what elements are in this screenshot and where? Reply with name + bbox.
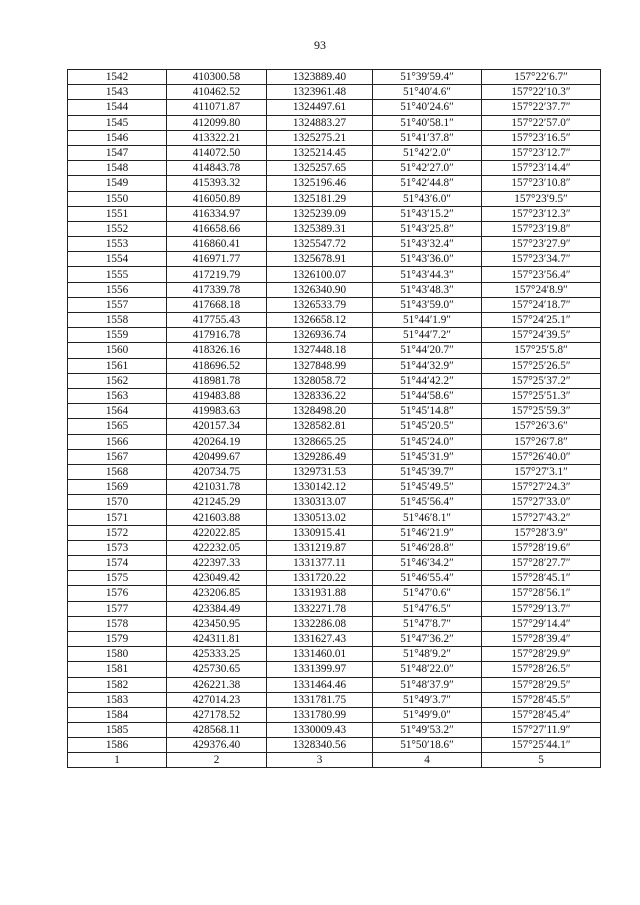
point-number-cell: 1554	[68, 252, 167, 267]
y-coordinate-cell: 1329731.53	[267, 464, 373, 479]
point-number-cell: 1581	[68, 662, 167, 677]
latitude-cell: 51°45′14.8″	[373, 404, 482, 419]
latitude-cell: 51°46′28.8″	[373, 540, 482, 555]
longitude-cell: 157°22′6.7″	[482, 70, 601, 85]
table-row	[68, 115, 601, 130]
table-row	[68, 738, 601, 753]
page-number: 93	[314, 38, 326, 52]
y-coordinate-cell: 1329286.49	[267, 449, 373, 464]
x-coordinate-cell: 423049.42	[167, 571, 267, 586]
latitude-cell: 51°42′27.0″	[373, 161, 482, 176]
x-coordinate-cell: 422232.05	[167, 540, 267, 555]
y-coordinate-cell: 1325389.31	[267, 221, 373, 236]
x-coordinate-cell: 422397.33	[167, 556, 267, 571]
table-row	[68, 70, 601, 85]
latitude-cell: 51°45′20.5″	[373, 419, 482, 434]
y-coordinate-cell: 1331460.01	[267, 647, 373, 662]
table-row	[68, 631, 601, 646]
point-number-cell: 1557	[68, 297, 167, 312]
x-coordinate-cell: 411071.87	[167, 100, 267, 115]
table-row	[68, 556, 601, 571]
table-row	[68, 206, 601, 221]
y-coordinate-cell: 1332286.08	[267, 616, 373, 631]
point-number-cell: 1562	[68, 373, 167, 388]
longitude-cell: 157°23′9.5″	[482, 191, 601, 206]
latitude-cell: 51°49′9.0″	[373, 707, 482, 722]
point-number-cell: 1578	[68, 616, 167, 631]
x-coordinate-cell: 417219.79	[167, 267, 267, 282]
y-coordinate-cell: 1330513.02	[267, 510, 373, 525]
x-coordinate-cell: 427014.23	[167, 692, 267, 707]
y-coordinate-cell: 1325239.09	[267, 206, 373, 221]
table-row	[68, 252, 601, 267]
y-coordinate-cell: 1327848.99	[267, 358, 373, 373]
latitude-cell: 51°44′7.2″	[373, 328, 482, 343]
longitude-cell: 157°24′8.9″	[482, 282, 601, 297]
table-row	[68, 601, 601, 616]
latitude-cell: 51°40′24.6″	[373, 100, 482, 115]
y-coordinate-cell: 1324883.27	[267, 115, 373, 130]
table-row	[68, 267, 601, 282]
longitude-cell: 157°28′45.4″	[482, 707, 601, 722]
x-coordinate-cell: 425333.25	[167, 647, 267, 662]
x-coordinate-cell: 420734.75	[167, 464, 267, 479]
latitude-cell: 51°47′6.5″	[373, 601, 482, 616]
latitude-cell: 51°43′25.8″	[373, 221, 482, 236]
table-row	[68, 662, 601, 677]
latitude-cell: 51°39′59.4″	[373, 70, 482, 85]
x-coordinate-cell: 417339.78	[167, 282, 267, 297]
longitude-cell: 157°28′45.5″	[482, 692, 601, 707]
table-row	[68, 677, 601, 692]
longitude-cell: 157°28′29.5″	[482, 677, 601, 692]
longitude-cell: 157°28′39.4″	[482, 631, 601, 646]
point-number-cell: 1558	[68, 313, 167, 328]
column-number-4: 4	[373, 753, 482, 768]
x-coordinate-cell: 424311.81	[167, 631, 267, 646]
longitude-cell: 157°23′14.4″	[482, 161, 601, 176]
latitude-cell: 51°40′58.1″	[373, 115, 482, 130]
longitude-cell: 157°27′43.2″	[482, 510, 601, 525]
table-row	[68, 191, 601, 206]
table-row	[68, 313, 601, 328]
point-number-cell: 1575	[68, 571, 167, 586]
x-coordinate-cell: 414072.50	[167, 145, 267, 160]
x-coordinate-cell: 418696.52	[167, 358, 267, 373]
x-coordinate-cell: 421603.88	[167, 510, 267, 525]
latitude-cell: 51°43′59.0″	[373, 297, 482, 312]
x-coordinate-cell: 410300.58	[167, 70, 267, 85]
point-number-cell: 1572	[68, 525, 167, 540]
y-coordinate-cell: 1325678.91	[267, 252, 373, 267]
table-row	[68, 373, 601, 388]
table-row	[68, 358, 601, 373]
longitude-cell: 157°22′37.7″	[482, 100, 601, 115]
table-row	[68, 221, 601, 236]
y-coordinate-cell: 1325181.29	[267, 191, 373, 206]
table-row	[68, 161, 601, 176]
column-number-5: 5	[482, 753, 601, 768]
latitude-cell: 51°45′31.9″	[373, 449, 482, 464]
latitude-cell: 51°42′2.0″	[373, 145, 482, 160]
x-coordinate-cell: 420157.34	[167, 419, 267, 434]
table-row	[68, 571, 601, 586]
y-coordinate-cell: 1325214.45	[267, 145, 373, 160]
longitude-cell: 157°28′45.1″	[482, 571, 601, 586]
longitude-cell: 157°29′14.4″	[482, 616, 601, 631]
point-number-cell: 1556	[68, 282, 167, 297]
longitude-cell: 157°25′44.1″	[482, 738, 601, 753]
coordinates-table-body	[68, 70, 601, 753]
latitude-cell: 51°44′42.2″	[373, 373, 482, 388]
x-coordinate-cell: 417916.78	[167, 328, 267, 343]
x-coordinate-cell: 419483.88	[167, 388, 267, 403]
table-row	[68, 692, 601, 707]
table-row	[68, 85, 601, 100]
column-number-1: 1	[68, 753, 167, 768]
latitude-cell: 51°46′55.4″	[373, 571, 482, 586]
latitude-cell: 51°41′37.8″	[373, 130, 482, 145]
x-coordinate-cell: 421031.78	[167, 480, 267, 495]
longitude-cell: 157°27′11.9″	[482, 723, 601, 738]
y-coordinate-cell: 1331780.99	[267, 707, 373, 722]
latitude-cell: 51°46′8.1″	[373, 510, 482, 525]
y-coordinate-cell: 1326936.74	[267, 328, 373, 343]
longitude-cell: 157°28′3.9″	[482, 525, 601, 540]
latitude-cell: 51°43′15.2″	[373, 206, 482, 221]
table-row	[68, 237, 601, 252]
x-coordinate-cell: 416971.77	[167, 252, 267, 267]
latitude-cell: 51°46′21.9″	[373, 525, 482, 540]
y-coordinate-cell: 1326533.79	[267, 297, 373, 312]
latitude-cell: 51°48′37.9″	[373, 677, 482, 692]
point-number-cell: 1548	[68, 161, 167, 176]
latitude-cell: 51°44′32.9″	[373, 358, 482, 373]
latitude-cell: 51°43′48.3″	[373, 282, 482, 297]
y-coordinate-cell: 1328058.72	[267, 373, 373, 388]
table-row	[68, 464, 601, 479]
point-number-cell: 1577	[68, 601, 167, 616]
x-coordinate-cell: 420499.67	[167, 449, 267, 464]
point-number-cell: 1552	[68, 221, 167, 236]
point-number-cell: 1569	[68, 480, 167, 495]
x-coordinate-cell: 423206.85	[167, 586, 267, 601]
point-number-cell: 1560	[68, 343, 167, 358]
longitude-cell: 157°22′57.0″	[482, 115, 601, 130]
latitude-cell: 51°44′58.6″	[373, 388, 482, 403]
latitude-cell: 51°45′39.7″	[373, 464, 482, 479]
point-number-cell: 1561	[68, 358, 167, 373]
longitude-cell: 157°26′40.0″	[482, 449, 601, 464]
x-coordinate-cell: 426221.38	[167, 677, 267, 692]
longitude-cell: 157°23′56.4″	[482, 267, 601, 282]
y-coordinate-cell: 1332271.78	[267, 601, 373, 616]
table-row	[68, 510, 601, 525]
table-row	[68, 586, 601, 601]
y-coordinate-cell: 1331781.75	[267, 692, 373, 707]
latitude-cell: 51°48′9.2″	[373, 647, 482, 662]
latitude-cell: 51°44′1.9″	[373, 313, 482, 328]
point-number-cell: 1576	[68, 586, 167, 601]
table-row	[68, 525, 601, 540]
longitude-cell: 157°25′59.3″	[482, 404, 601, 419]
longitude-cell: 157°23′34.7″	[482, 252, 601, 267]
coordinates-table	[67, 69, 601, 768]
x-coordinate-cell: 416334.97	[167, 206, 267, 221]
latitude-cell: 51°40′4.6″	[373, 85, 482, 100]
point-number-cell: 1583	[68, 692, 167, 707]
point-number-cell: 1555	[68, 267, 167, 282]
point-number-cell: 1553	[68, 237, 167, 252]
y-coordinate-cell: 1331627.43	[267, 631, 373, 646]
table-row	[68, 616, 601, 631]
y-coordinate-cell: 1328340.56	[267, 738, 373, 753]
y-coordinate-cell: 1331931.88	[267, 586, 373, 601]
point-number-cell: 1549	[68, 176, 167, 191]
point-number-cell: 1547	[68, 145, 167, 160]
table-row	[68, 282, 601, 297]
longitude-cell: 157°28′29.9″	[482, 647, 601, 662]
latitude-cell: 51°45′56.4″	[373, 495, 482, 510]
table-row	[68, 388, 601, 403]
point-number-cell: 1579	[68, 631, 167, 646]
y-coordinate-cell: 1331464.46	[267, 677, 373, 692]
point-number-cell: 1545	[68, 115, 167, 130]
longitude-cell: 157°25′5.8″	[482, 343, 601, 358]
point-number-cell: 1580	[68, 647, 167, 662]
x-coordinate-cell: 419983.63	[167, 404, 267, 419]
y-coordinate-cell: 1326658.12	[267, 313, 373, 328]
longitude-cell: 157°22′10.3″	[482, 85, 601, 100]
latitude-cell: 51°47′36.2″	[373, 631, 482, 646]
table-row	[68, 343, 601, 358]
point-number-cell: 1574	[68, 556, 167, 571]
x-coordinate-cell: 421245.29	[167, 495, 267, 510]
y-coordinate-cell: 1327448.18	[267, 343, 373, 358]
table-row	[68, 145, 601, 160]
latitude-cell: 51°48′22.0″	[373, 662, 482, 677]
y-coordinate-cell: 1330313.07	[267, 495, 373, 510]
point-number-cell: 1570	[68, 495, 167, 510]
y-coordinate-cell: 1331720.22	[267, 571, 373, 586]
latitude-cell: 51°49′53.2″	[373, 723, 482, 738]
point-number-cell: 1586	[68, 738, 167, 753]
longitude-cell: 157°23′12.7″	[482, 145, 601, 160]
latitude-cell: 51°43′6.0″	[373, 191, 482, 206]
y-coordinate-cell: 1330915.41	[267, 525, 373, 540]
y-coordinate-cell: 1328498.20	[267, 404, 373, 419]
table-row	[68, 723, 601, 738]
y-coordinate-cell: 1325196.46	[267, 176, 373, 191]
latitude-cell: 51°45′24.0″	[373, 434, 482, 449]
latitude-cell: 51°49′3.7″	[373, 692, 482, 707]
longitude-cell: 157°28′19.6″	[482, 540, 601, 555]
longitude-cell: 157°23′19.8″	[482, 221, 601, 236]
point-number-cell: 1551	[68, 206, 167, 221]
table-row	[68, 480, 601, 495]
table-row	[68, 434, 601, 449]
x-coordinate-cell: 415393.32	[167, 176, 267, 191]
x-coordinate-cell: 414843.78	[167, 161, 267, 176]
y-coordinate-cell: 1331399.97	[267, 662, 373, 677]
y-coordinate-cell: 1328665.25	[267, 434, 373, 449]
longitude-cell: 157°26′3.6″	[482, 419, 601, 434]
y-coordinate-cell: 1331377.11	[267, 556, 373, 571]
y-coordinate-cell: 1323889.40	[267, 70, 373, 85]
x-coordinate-cell: 418981.78	[167, 373, 267, 388]
latitude-cell: 51°43′32.4″	[373, 237, 482, 252]
table-row	[68, 130, 601, 145]
x-coordinate-cell: 416658.66	[167, 221, 267, 236]
x-coordinate-cell: 418326.16	[167, 343, 267, 358]
point-number-cell: 1566	[68, 434, 167, 449]
point-number-cell: 1565	[68, 419, 167, 434]
latitude-cell: 51°46′34.2″	[373, 556, 482, 571]
longitude-cell: 157°28′26.5″	[482, 662, 601, 677]
point-number-cell: 1546	[68, 130, 167, 145]
latitude-cell: 51°43′36.0″	[373, 252, 482, 267]
table-row	[68, 419, 601, 434]
longitude-cell: 157°27′3.1″	[482, 464, 601, 479]
longitude-cell: 157°23′27.9″	[482, 237, 601, 252]
x-coordinate-cell: 413322.21	[167, 130, 267, 145]
table-row	[68, 176, 601, 191]
x-coordinate-cell: 427178.52	[167, 707, 267, 722]
x-coordinate-cell: 416050.89	[167, 191, 267, 206]
longitude-cell: 157°24′39.5″	[482, 328, 601, 343]
longitude-cell: 157°28′27.7″	[482, 556, 601, 571]
table-row	[68, 328, 601, 343]
y-coordinate-cell: 1323961.48	[267, 85, 373, 100]
latitude-cell: 51°43′44.3″	[373, 267, 482, 282]
point-number-cell: 1544	[68, 100, 167, 115]
point-number-cell: 1585	[68, 723, 167, 738]
table-row	[68, 707, 601, 722]
table-row	[68, 647, 601, 662]
table-row	[68, 449, 601, 464]
column-number-3: 3	[267, 753, 373, 768]
x-coordinate-cell: 417668.18	[167, 297, 267, 312]
point-number-cell: 1559	[68, 328, 167, 343]
x-coordinate-cell: 425730.65	[167, 662, 267, 677]
point-number-cell: 1567	[68, 449, 167, 464]
longitude-cell: 157°23′16.5″	[482, 130, 601, 145]
y-coordinate-cell: 1325257.65	[267, 161, 373, 176]
x-coordinate-cell: 410462.52	[167, 85, 267, 100]
x-coordinate-cell: 422022.85	[167, 525, 267, 540]
y-coordinate-cell: 1326340.90	[267, 282, 373, 297]
x-coordinate-cell: 429376.40	[167, 738, 267, 753]
longitude-cell: 157°26′7.8″	[482, 434, 601, 449]
latitude-cell: 51°50′18.6″	[373, 738, 482, 753]
y-coordinate-cell: 1328336.22	[267, 388, 373, 403]
y-coordinate-cell: 1325275.21	[267, 130, 373, 145]
point-number-cell: 1543	[68, 85, 167, 100]
point-number-cell: 1563	[68, 388, 167, 403]
x-coordinate-cell: 423450.95	[167, 616, 267, 631]
point-number-cell: 1542	[68, 70, 167, 85]
table-row	[68, 100, 601, 115]
y-coordinate-cell: 1325547.72	[267, 237, 373, 252]
table-row	[68, 540, 601, 555]
longitude-cell: 157°24′25.1″	[482, 313, 601, 328]
longitude-cell: 157°25′51.3″	[482, 388, 601, 403]
y-coordinate-cell: 1328582.81	[267, 419, 373, 434]
point-number-cell: 1550	[68, 191, 167, 206]
table-row	[68, 404, 601, 419]
x-coordinate-cell: 420264.19	[167, 434, 267, 449]
longitude-cell: 157°25′26.5″	[482, 358, 601, 373]
y-coordinate-cell: 1330009.43	[267, 723, 373, 738]
longitude-cell: 157°29′13.7″	[482, 601, 601, 616]
y-coordinate-cell: 1326100.07	[267, 267, 373, 282]
longitude-cell: 157°27′33.0″	[482, 495, 601, 510]
point-number-cell: 1584	[68, 707, 167, 722]
longitude-cell: 157°24′18.7″	[482, 297, 601, 312]
column-number-2: 2	[167, 753, 267, 768]
point-number-cell: 1573	[68, 540, 167, 555]
table-row	[68, 297, 601, 312]
x-coordinate-cell: 416860.41	[167, 237, 267, 252]
y-coordinate-cell: 1324497.61	[267, 100, 373, 115]
y-coordinate-cell: 1331219.87	[267, 540, 373, 555]
latitude-cell: 51°45′49.5″	[373, 480, 482, 495]
longitude-cell: 157°23′10.8″	[482, 176, 601, 191]
longitude-cell: 157°23′12.3″	[482, 206, 601, 221]
x-coordinate-cell: 417755.43	[167, 313, 267, 328]
point-number-cell: 1571	[68, 510, 167, 525]
x-coordinate-cell: 423384.49	[167, 601, 267, 616]
latitude-cell: 51°42′44.8″	[373, 176, 482, 191]
table-row	[68, 495, 601, 510]
y-coordinate-cell: 1330142.12	[267, 480, 373, 495]
latitude-cell: 51°47′8.7″	[373, 616, 482, 631]
longitude-cell: 157°27′24.3″	[482, 480, 601, 495]
longitude-cell: 157°25′37.2″	[482, 373, 601, 388]
point-number-cell: 1582	[68, 677, 167, 692]
x-coordinate-cell: 428568.11	[167, 723, 267, 738]
x-coordinate-cell: 412099.80	[167, 115, 267, 130]
latitude-cell: 51°44′20.7″	[373, 343, 482, 358]
point-number-cell: 1568	[68, 464, 167, 479]
latitude-cell: 51°47′0.6″	[373, 586, 482, 601]
point-number-cell: 1564	[68, 404, 167, 419]
longitude-cell: 157°28′56.1″	[482, 586, 601, 601]
column-number-row	[68, 753, 601, 768]
